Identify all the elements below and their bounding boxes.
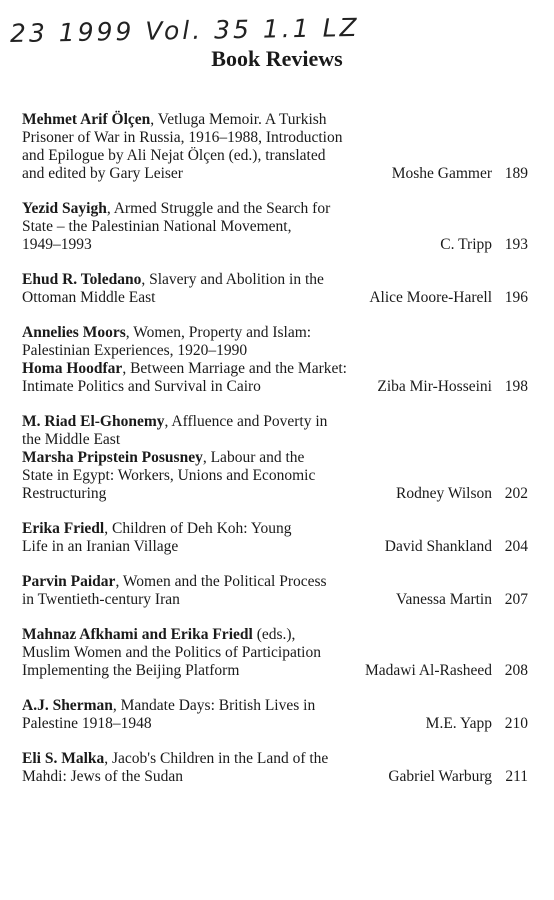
review-entry xyxy=(22,573,528,609)
entry-line-text xyxy=(22,573,327,591)
reviewer-name: Rodney Wilson xyxy=(396,485,492,502)
entry-line xyxy=(22,360,528,378)
entry-line xyxy=(22,129,528,147)
entry-line-text xyxy=(22,520,292,538)
page-number: 189 xyxy=(504,165,528,182)
review-entry xyxy=(22,324,528,396)
reviewer-name: Gabriel Warburg xyxy=(388,768,492,785)
entry-line-text xyxy=(22,750,328,768)
entry-line xyxy=(22,573,528,591)
book-title-text: Restructuring xyxy=(22,485,107,502)
entry-line xyxy=(22,431,528,449)
entry-line-text xyxy=(22,165,183,183)
book-author: Marsha Pripstein Posusney xyxy=(22,449,203,466)
entry-line-text xyxy=(22,591,180,609)
book-title-text: , Women and the Political Process xyxy=(115,573,327,590)
review-meta xyxy=(377,378,528,396)
entry-line-text xyxy=(22,324,311,342)
book-author: Yezid Sayigh xyxy=(22,200,107,217)
book-title-text: Mahdi: Jews of the Sudan xyxy=(22,768,184,785)
entry-line xyxy=(22,324,528,342)
page-number: 207 xyxy=(504,591,528,608)
review-entry xyxy=(22,111,528,183)
book-author: Ehud R. Toledano xyxy=(22,271,142,288)
book-author: Mahnaz Afkhami and Erika Friedl xyxy=(22,626,253,643)
entry-line-text xyxy=(22,218,291,236)
review-entry xyxy=(22,626,528,680)
reviewer-name: M.E. Yapp xyxy=(425,715,492,732)
entry-line xyxy=(22,200,528,218)
entry-line xyxy=(22,467,528,485)
review-entry xyxy=(22,697,528,733)
page-number: 204 xyxy=(504,538,528,555)
review-meta xyxy=(396,591,528,609)
entry-line-text xyxy=(22,626,295,644)
book-author: Eli S. Malka xyxy=(22,750,105,767)
entry-line-text xyxy=(22,662,239,680)
entry-line xyxy=(22,520,528,538)
entry-line-text xyxy=(22,360,347,378)
book-title-text: , Women, Property and Islam: xyxy=(125,324,312,341)
reviewer-name: Madawi Al-Rasheed xyxy=(365,662,492,679)
entry-line-text xyxy=(22,431,120,449)
book-author: M. Riad El-Ghonemy xyxy=(22,413,165,430)
review-meta xyxy=(388,768,528,786)
review-meta xyxy=(365,662,528,680)
entry-line-text xyxy=(22,715,152,733)
entry-line xyxy=(22,378,528,396)
entry-line-text xyxy=(22,485,106,503)
book-title-text: 1949–1993 xyxy=(22,236,92,253)
book-author: Mehmet Arif Ölçen xyxy=(22,111,151,128)
book-title-text: , Affluence and Poverty in xyxy=(164,413,328,430)
review-meta xyxy=(426,715,528,733)
entry-line xyxy=(22,165,528,183)
entry-line xyxy=(22,449,528,467)
entry-line xyxy=(22,111,528,129)
entry-line-text xyxy=(22,538,178,556)
entry-line-text xyxy=(22,342,247,360)
entry-line xyxy=(22,147,528,165)
book-title-text: in Twentieth-century Iran xyxy=(22,591,180,608)
entry-line xyxy=(22,591,528,609)
review-meta xyxy=(369,289,528,307)
review-meta xyxy=(396,485,528,503)
entry-line-text xyxy=(22,289,155,307)
entry-line xyxy=(22,271,528,289)
page-number: 196 xyxy=(504,289,528,306)
page-number: 208 xyxy=(504,662,528,679)
entry-line xyxy=(22,342,528,360)
entry-line xyxy=(22,485,528,503)
review-meta xyxy=(385,538,528,556)
book-title-text: Muslim Women and the Politics of Participation xyxy=(22,644,321,661)
entry-line xyxy=(22,218,528,236)
entry-line xyxy=(22,644,528,662)
entry-line-text xyxy=(22,449,304,467)
book-title-text: , Children of Deh Koh: Young xyxy=(104,520,292,537)
reviewer-name: Alice Moore-Harell xyxy=(369,289,492,306)
book-title-text: Implementing the Beijing Platform xyxy=(22,662,240,679)
entry-line-text xyxy=(22,111,327,129)
book-title-text: and edited by Gary Leiser xyxy=(22,165,183,182)
entry-line xyxy=(22,768,528,786)
entry-line-text xyxy=(22,413,327,431)
book-title-text: Ottoman Middle East xyxy=(22,289,156,306)
page-number: 210 xyxy=(504,715,528,732)
entry-line xyxy=(22,538,528,556)
reviewer-name: Ziba Mir-Hosseini xyxy=(377,378,492,395)
book-title-text: State in Egypt: Workers, Unions and Economic xyxy=(22,467,316,484)
entry-line-text xyxy=(22,697,315,715)
book-title-text: , Mandate Days: British Lives in xyxy=(112,697,316,714)
book-title-text: , Labour and the xyxy=(202,449,305,466)
review-list xyxy=(22,111,528,803)
entry-line-text xyxy=(22,378,261,396)
reviewer-name: David Shankland xyxy=(384,538,492,555)
page-title: Book Reviews xyxy=(211,46,343,71)
book-title-text: , Slavery and Abolition in the xyxy=(141,271,324,288)
book-title-text: , Jacob's Children in the Land of the xyxy=(104,750,329,767)
entry-line xyxy=(22,697,528,715)
entry-line-text xyxy=(22,644,321,662)
book-title-text: the Middle East xyxy=(22,431,121,448)
page-number: 211 xyxy=(505,768,528,785)
entry-line-text xyxy=(22,467,315,485)
page-number: 198 xyxy=(504,378,528,395)
review-entry xyxy=(22,271,528,307)
entry-line-text xyxy=(22,236,92,254)
review-entry xyxy=(22,200,528,254)
book-title-text: , Vetluga Memoir. A Turkish xyxy=(150,111,327,128)
reviewer-name: C. Tripp xyxy=(440,236,492,253)
book-title-text: Palestinian Experiences, 1920–1990 xyxy=(22,342,248,359)
page-number: 193 xyxy=(504,236,528,253)
book-title-text: , Armed Struggle and the Search for xyxy=(106,200,331,217)
book-author: Annelies Moors xyxy=(22,324,126,341)
entry-line xyxy=(22,413,528,431)
entry-line-text xyxy=(22,271,324,289)
entry-line-text xyxy=(22,129,343,147)
book-title-text: State – the Palestinian National Movement, xyxy=(22,218,292,235)
book-title-text: Life in an Iranian Village xyxy=(22,538,179,555)
book-author: Erika Friedl xyxy=(22,520,105,537)
entry-line xyxy=(22,750,528,768)
book-title-text: , Between Marriage and the Market: xyxy=(122,360,347,377)
page-number: 202 xyxy=(504,485,528,502)
entry-line-text xyxy=(22,147,325,165)
entry-line xyxy=(22,626,528,644)
book-title-text: and Epilogue by Ali Nejat Ölçen (ed.), translated xyxy=(22,147,326,164)
review-entry xyxy=(22,520,528,556)
entry-line-text xyxy=(22,768,183,786)
review-meta xyxy=(440,236,528,254)
reviewer-name: Vanessa Martin xyxy=(396,591,492,608)
review-entry xyxy=(22,413,528,503)
entry-line xyxy=(22,662,528,680)
book-author: Homa Hoodfar xyxy=(22,360,123,377)
entry-line xyxy=(22,715,528,733)
review-entry xyxy=(22,750,528,786)
entry-line xyxy=(22,289,528,307)
handwritten-note: 23 1999 Vol. 35 1.1 LZ xyxy=(9,12,360,49)
review-meta xyxy=(392,165,528,183)
book-title-text: Intimate Politics and Survival in Cairo xyxy=(22,378,261,395)
entry-line xyxy=(22,236,528,254)
book-title-text: (eds.), xyxy=(252,626,296,643)
entry-line-text xyxy=(22,200,330,218)
book-author: Parvin Paidar xyxy=(22,573,116,590)
reviewer-name: Moshe Gammer xyxy=(391,165,492,182)
book-title-text: Palestine 1918–1948 xyxy=(22,715,152,732)
book-title-text: Prisoner of War in Russia, 1916–1988, Introduction xyxy=(22,129,343,146)
book-author: A.J. Sherman xyxy=(22,697,113,714)
